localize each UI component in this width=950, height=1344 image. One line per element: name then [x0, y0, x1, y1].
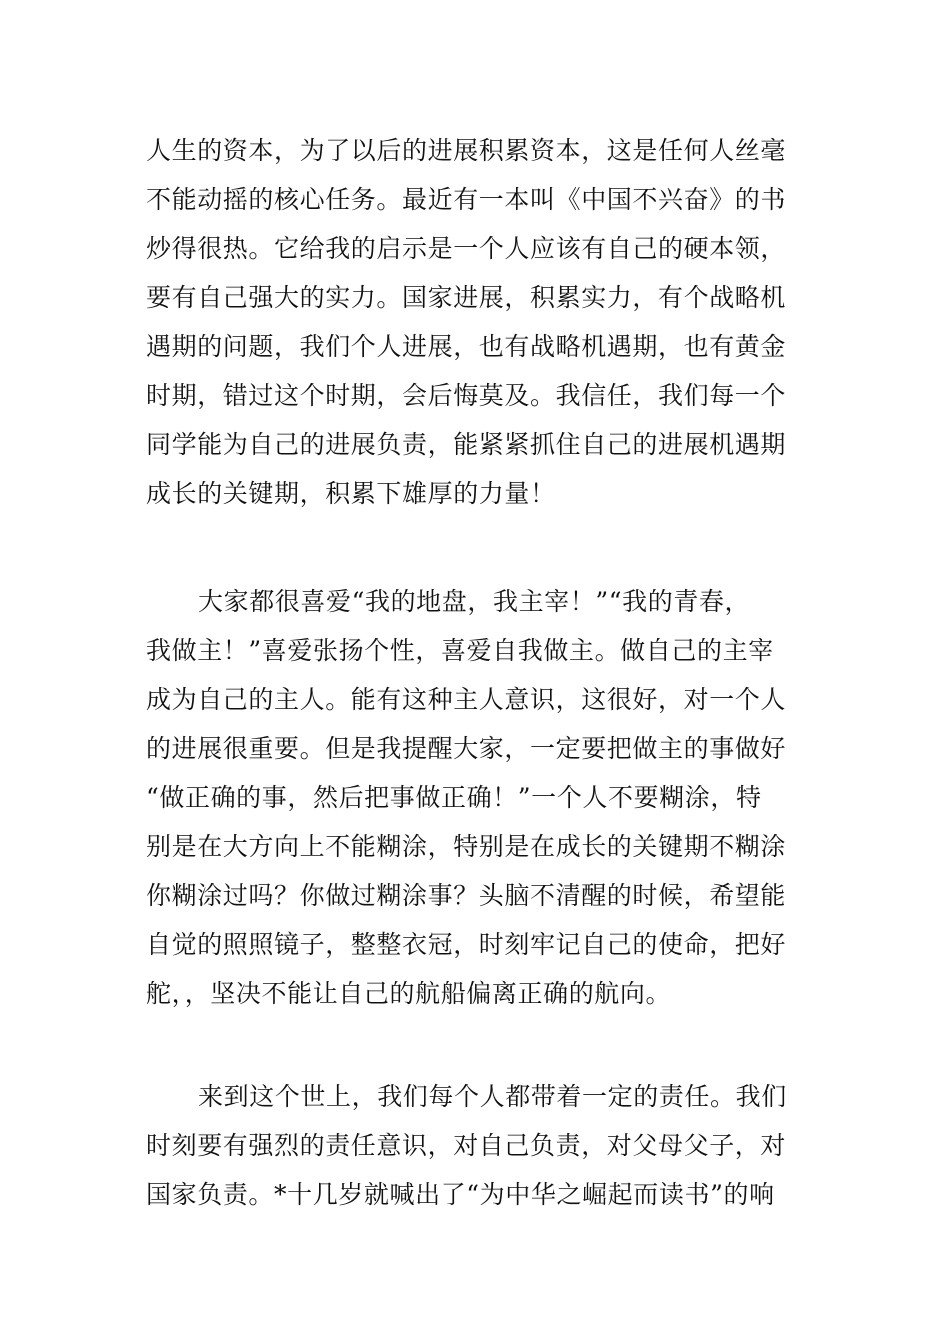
paragraph-line: 大家都很喜爱“我的地盘，我主宰！”“我的青春，: [198, 587, 751, 616]
paragraph-line: 要有自己强大的实力。国家进展，积累实力，有个战略机: [146, 283, 787, 312]
paragraph-line: 你糊涂过吗？你做过糊涂事？头脑不清醒的时候，希望能: [146, 881, 787, 910]
paragraph-line: “做正确的事，然后把事做正确！”一个人不要糊涂，特: [146, 783, 762, 812]
paragraph-line: 自觉的照照镜子，整整衣冠，时刻牢记自己的使命，把好: [146, 930, 787, 959]
paragraph-line: 炒得很热。它给我的启示是一个人应该有自己的硬本领，: [146, 234, 787, 263]
paragraph-line: 时期，错过这个时期，会后悔莫及。我信任，我们每一个: [146, 381, 787, 410]
paragraph-line: 不能动摇的核心任务。最近有一本叫《中国不兴奋》的书: [146, 185, 787, 214]
paragraph-line: 遇期的问题，我们个人进展，也有战略机遇期，也有黄金: [146, 332, 787, 361]
paragraph-line: 时刻要有强烈的责任意识，对自己负责，对父母父子，对: [146, 1131, 787, 1160]
paragraph-line: 成为自己的主人。能有这种主人意识，这很好，对一个人: [146, 685, 787, 714]
paragraph-line: 同学能为自己的进展负责，能紧紧抓住自己的进展机遇期: [146, 430, 787, 459]
paragraph-line: 人生的资本，为了以后的进展积累资本，这是任何人丝毫: [146, 136, 787, 165]
paragraph-line: 的进展很重要。但是我提醒大家，一定要把做主的事做好: [146, 734, 787, 763]
paragraph-line: 来到这个世上，我们每个人都带着一定的责任。我们: [198, 1082, 787, 1111]
paragraph-line: 成长的关键期，积累下雄厚的力量！: [146, 479, 556, 508]
paragraph-line: 我做主！”喜爱张扬个性，喜爱自我做主。做自己的主宰: [146, 636, 774, 665]
paragraph-line: 国家负责。*十几岁就喊出了“为中华之崛起而读书”的响: [146, 1180, 775, 1209]
paragraph-line: 舵，，坚决不能让自己的航船偏离正确的航向。: [146, 979, 672, 1008]
paragraph-line: 别是在大方向上不能糊涂，特别是在成长的关键期不糊涂: [146, 832, 787, 861]
